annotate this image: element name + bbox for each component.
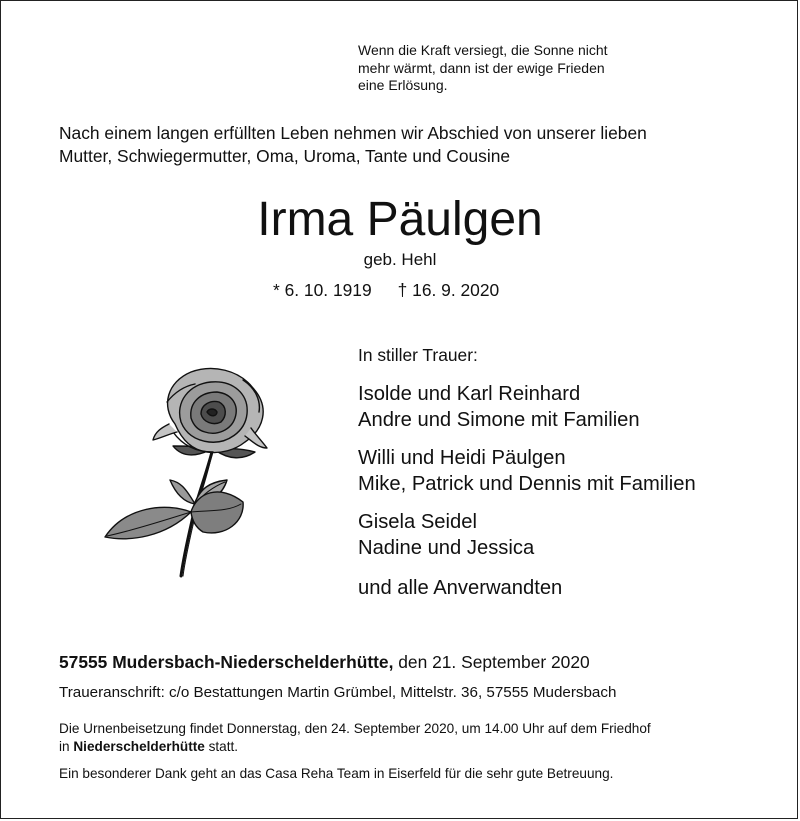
urn-burial-notice	[59, 720, 651, 755]
life-dates	[273, 279, 499, 301]
mourner-line: Isolde und Karl Reinhard	[358, 383, 581, 405]
mourner-line: Gisela Seidel	[358, 511, 477, 533]
maiden-name: geb. Hehl	[363, 250, 437, 269]
mourner-group	[358, 446, 696, 497]
announcement-date: den 21. September 2020	[393, 652, 590, 672]
mourning-heading: In stiller Trauer:	[358, 345, 478, 365]
memorial-quote	[358, 42, 608, 95]
mourner-group	[358, 510, 534, 561]
urn-line	[59, 738, 651, 756]
mourner-line: Nadine und Jessica	[358, 536, 535, 559]
urn-end: statt.	[204, 738, 239, 754]
quote-line: eine Erlösung.	[358, 77, 448, 93]
thanks-note: Ein besonderer Dank geht an das Casa Reha Team in Eiserfeld für die sehr gute Betreuung.	[59, 766, 614, 781]
cemetery-place: Niederschelderhütte	[73, 738, 205, 754]
urn-line: Die Urnenbeisetzung findet Donnerstag, den 24. September 2020, um 14.00 Uhr auf dem Friedhof	[59, 721, 651, 736]
intro-line: Nach einem langen erfüllten Leben nehmen wir Abschied von unserer lieben	[59, 123, 647, 143]
mourner-line: und alle Anverwandten	[358, 577, 563, 599]
birth-date: * 6. 10. 1919	[273, 280, 372, 300]
mourner-group	[358, 576, 562, 602]
mourning-address: Traueranschrift: c/o Bestattungen Martin Grümbel, Mittelstr. 36, 57555 Mudersbach	[59, 684, 617, 701]
mourner-line: Mike, Patrick und Dennis mit Familien	[358, 472, 696, 495]
mourner-line: Willi und Heidi Päulgen	[358, 447, 566, 469]
place-name: 57555 Mudersbach-Niederschelderhütte,	[59, 652, 394, 672]
urn-in: in	[59, 738, 74, 754]
intro-text	[59, 122, 647, 168]
mourner-line: Andre und Simone mit Familien	[358, 408, 640, 431]
quote-line: mehr wärmt, dann ist der ewige Frieden	[358, 59, 605, 76]
quote-line: Wenn die Kraft versiegt, die Sonne nicht	[358, 42, 608, 58]
deceased-name: Irma Päulgen	[257, 193, 543, 246]
place-and-date	[59, 651, 590, 673]
rose-illustration	[95, 362, 295, 582]
intro-line: Mutter, Schwiegermutter, Oma, Uroma, Tante und Cousine	[59, 146, 511, 166]
mourner-group	[358, 382, 640, 433]
death-date: † 16. 9. 2020	[397, 280, 500, 300]
